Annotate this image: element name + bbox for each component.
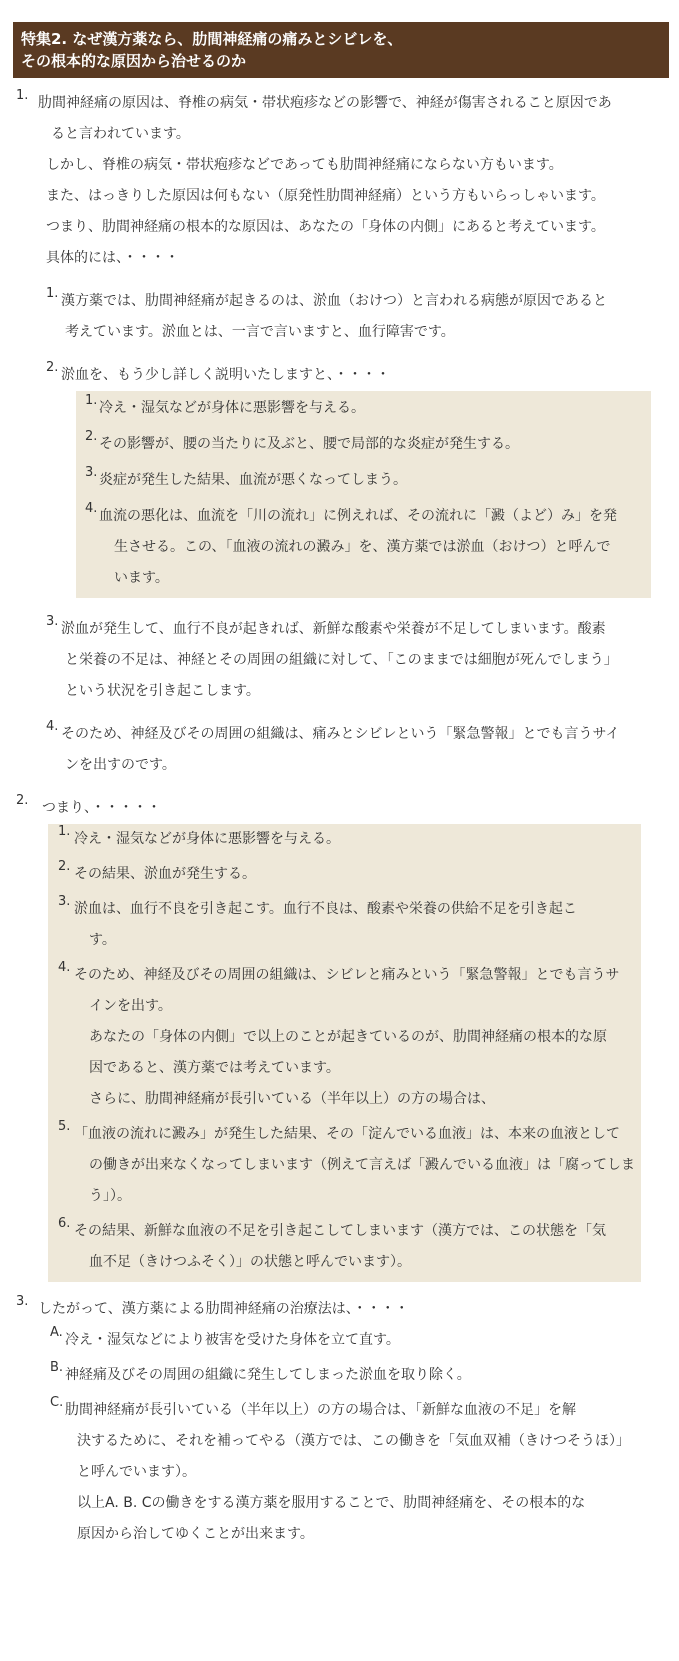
list-number: 1. [58, 824, 71, 839]
lettered-item-a [10, 1325, 669, 1356]
paragraph-line: 原因から治してゆくことが出来ます。 [77, 1526, 314, 1542]
paragraph-line: の働きが出来なくなってしまいます（例えて言えば「澱んでいる血液」は「腐ってしま [89, 1157, 635, 1173]
list-number: 1. [85, 393, 98, 408]
paragraph-line: う」）。 [89, 1188, 131, 1204]
paragraph-line: 炎症が発生した結果、血流が悪くなってしまう。 [99, 472, 407, 488]
paragraph-line: その結果、新鮮な血液の不足を引き起こしてしまいます（漢方では、この状態を「気 [74, 1223, 606, 1239]
box-item [76, 393, 651, 424]
paragraph-line: しかし、脊椎の病気・帯状疱疹などであっても肋間神経痛にならない方もいます。 [46, 157, 563, 173]
paragraph-line: さらに、肋間神経痛が長引いている（半年以上）の方の場合は、 [89, 1091, 495, 1107]
main-list-item-2 [10, 793, 669, 824]
lettered-list [10, 1325, 669, 1550]
paragraph-line: 血不足（きけつふそく）」の状態と呼んでいます）。 [89, 1254, 411, 1270]
paragraph-line: 具体的には、・・・・ [46, 250, 179, 266]
list-number: 3. [58, 894, 71, 909]
paragraph-line: ンを出すのです。 [65, 757, 176, 773]
box-item [48, 824, 641, 855]
paragraph-line: あなたの「身体の内側」で以上のことが起きているのが、肋間神経痛の根本的な原 [89, 1029, 607, 1045]
paragraph-line: 肋間神経痛の原因は、脊椎の病気・帯状疱疹などの影響で、神経が傷害されること原因であ [38, 95, 612, 111]
list-number: 1. [16, 88, 29, 103]
box-item [48, 859, 641, 890]
sub-list-item-1 [38, 286, 669, 348]
paragraph-line: と栄養の不足は、神経とその周囲の組織に対して、「このままでは細胞が死んでしまう」 [65, 652, 618, 668]
sub-list-item-3 [38, 614, 669, 707]
list-letter: B. [50, 1360, 64, 1375]
list-letter: C. [50, 1395, 64, 1410]
paragraph-line: す。 [89, 932, 116, 948]
paragraph-line: 冷え・湿気などにより被害を受けた身体を立て直す。 [65, 1332, 400, 1348]
main-list [10, 88, 669, 1550]
paragraph-line: います。 [114, 570, 169, 586]
paragraph-line: そのため、神経及びその周囲の組織は、痛みとシビレという「緊急警報」とでも言うサイ [61, 726, 620, 742]
list-number: 6. [58, 1216, 71, 1231]
list-number: 2. [85, 429, 98, 444]
list-number: 4. [46, 719, 59, 734]
list-number: 1. [46, 286, 59, 301]
paragraph-line: 生させる。この、「血液の流れの澱み」を、漢方薬では淤血（おけつ）と呼んで [114, 539, 611, 555]
box-item [48, 1216, 641, 1278]
paragraph-line: と呼んでいます）。 [77, 1464, 196, 1480]
paragraph-line: つまり、・・・・・ [42, 800, 161, 816]
box-item [76, 501, 651, 594]
list-number: 2. [16, 793, 29, 808]
box-item [76, 465, 651, 496]
section-header [13, 22, 669, 78]
list-number: 3. [46, 614, 59, 629]
paragraph-line: 淤血は、血行不良を引き起こす。血行不良は、酸素や栄養の供給不足を引き起こ [74, 901, 577, 917]
paragraph-line: その結果、淤血が発生する。 [74, 866, 256, 882]
paragraph-line: その影響が、腰の当たりに及ぶと、腰で局部的な炎症が発生する。 [99, 436, 519, 452]
sub-list-item-4 [38, 719, 669, 781]
article-page [0, 22, 679, 1661]
paragraph-line: 決するために、それを補ってやる（漢方では、この働きを「気血双補（きけつそうほ）」 [77, 1433, 630, 1449]
box-item [48, 894, 641, 956]
list-number: 5. [58, 1119, 71, 1134]
paragraph-line: ると言われています。 [51, 126, 190, 142]
list-number: 4. [85, 501, 98, 516]
paragraph-line: 考えています。淤血とは、一言で言いますと、血行障害です。 [65, 324, 455, 340]
paragraph-line: 冷え・湿気などが身体に悪影響を与える。 [99, 400, 365, 416]
header-title-line-1: 特集2. なぜ漢方薬なら、肋間神経痛の痛みとシビレを、 [21, 30, 403, 48]
box-item [48, 1119, 641, 1212]
paragraph-line: したがって、漢方薬による肋間神経痛の治療法は、・・・・ [38, 1301, 409, 1317]
header-title-line-2: その根本的な原因から治せるのか [21, 52, 247, 70]
list-number: 4. [58, 960, 71, 975]
lettered-item-c [10, 1395, 669, 1550]
paragraph-line: 淤血が発生して、血行不良が起きれば、新鮮な酸素や栄養が不足してしまいます。酸素 [61, 621, 606, 637]
sub-list-item-2 [38, 360, 669, 391]
paragraph-line: インを出す。 [89, 998, 172, 1014]
paragraph-line: 冷え・湿気などが身体に悪影響を与える。 [74, 831, 340, 847]
box-item [76, 429, 651, 460]
box-item [48, 960, 641, 1115]
paragraph-line: 以上A. B. Cの働きをする漢方薬を服用することで、肋間神経痛を、その根本的な [77, 1495, 586, 1511]
main-list-item-1 [10, 88, 669, 781]
lettered-item-b [10, 1360, 669, 1391]
paragraph-line: 血流の悪化は、血流を「川の流れ」に例えれば、その流れに「澱（よど）み」を発 [99, 508, 617, 524]
paragraph-line: 神経痛及びその周囲の組織に発生してしまった淤血を取り除く。 [65, 1367, 471, 1383]
list-number: 3. [85, 465, 98, 480]
paragraph-line: 肋間神経痛が長引いている（半年以上）の方の場合は、「新鮮な血液の不足」を解 [65, 1402, 576, 1418]
list-number: 2. [46, 360, 59, 375]
paragraph-line: 淤血を、もう少し詳しく説明いたしますと、・・・・ [61, 367, 390, 383]
highlight-box [48, 824, 641, 1282]
paragraph-line: そのため、神経及びその周囲の組織は、シビレと痛みという「緊急警報」とでも言うサ [74, 967, 620, 983]
paragraph-line: 因であると、漢方薬では考えています。 [89, 1060, 340, 1076]
paragraph-line: 「血液の流れに澱み」が発生した結果、その「淀んでいる血液」は、本来の血液として [74, 1126, 620, 1142]
list-number: 3. [16, 1294, 29, 1309]
list-number: 2. [58, 859, 71, 874]
paragraph-line: つまり、肋間神経痛の根本的な原因は、あなたの「身体の内側」にあると考えています。 [46, 219, 605, 235]
list-letter: A. [50, 1325, 63, 1340]
paragraph-line: 漢方薬では、肋間神経痛が起きるのは、淤血（おけつ）と言われる病態が原因であると [61, 293, 607, 309]
paragraph-line: という状況を引き起こします。 [65, 683, 260, 699]
paragraph-line: また、はっきりした原因は何もない（原発性肋間神経痛）という方もいらっしゃいます。 [46, 188, 605, 204]
main-list-item-3 [10, 1294, 669, 1325]
highlight-box [76, 391, 651, 598]
